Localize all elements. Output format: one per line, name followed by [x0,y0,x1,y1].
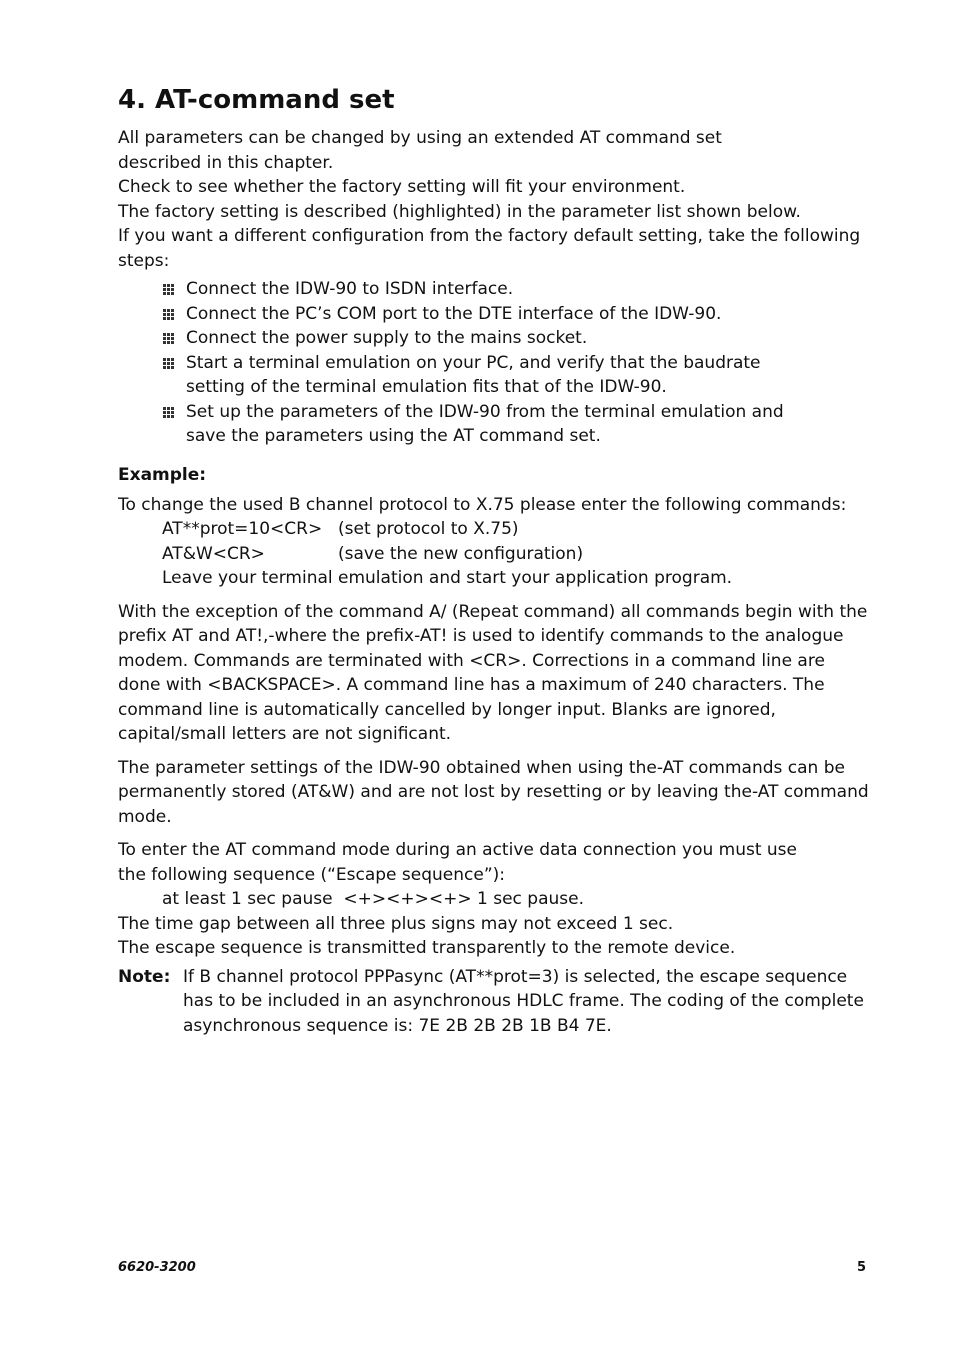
escape-transmit: The escape sequence is transmitted transparently to the remote device. [118,938,736,958]
page-number: 5 [856,1260,866,1275]
step-text: Start a terminal emulation on your PC, and verify that the baudrate setting of the terminal emulation fits that of the IDW-90. [186,352,761,397]
section-heading: 4. AT-command set [118,85,395,115]
example-heading: Example: [118,464,207,485]
note [118,965,870,1039]
list-item [163,326,870,351]
list-item [163,277,870,302]
note-label: Note: [118,966,171,987]
grid-bullet-icon [163,284,174,295]
step-text: Connect the IDW-90 to ISDN interface. [186,279,514,299]
command-text: AT&W<CR> [162,543,265,564]
intro-line: If you want a different configuration from the factory default setting, take the following steps: [118,226,861,271]
grid-bullet-icon [163,407,174,418]
command-line [118,542,870,567]
list-item [163,400,826,449]
escape-lead: To enter the AT command mode during an active data connection you must use [118,840,797,860]
intro-line: Check to see whether the factory setting will fit your environment. [118,177,686,197]
page-footer [118,1260,866,1275]
grid-bullet-icon [163,358,174,369]
command-description: (set protocol to X.75) [338,519,519,539]
example-lead: To change the used B channel protocol to X.75 please enter the following commands: [118,494,847,515]
body-paragraph: The parameter settings of the IDW-90 obtained when using the-AT commands can be permanently stored (AT&W) and are not lost by resetting or by leaving the-AT command mode. [118,757,869,827]
escape-sequence: at least 1 sec pause <+><+><+> 1 sec pause. [162,889,584,909]
intro-line: The factory setting is described (highlighted) in the parameter list shown below. [118,201,801,222]
escape-gap: The time gap between all three plus signs may not exceed 1 sec. [118,913,674,934]
intro-line: All parameters can be changed by using an extended AT command set described in this chapter. [118,128,722,173]
step-text: Connect the PC’s COM port to the DTE interface of the IDW-90. [186,303,722,324]
document-number: 6620-3200 [118,1260,196,1275]
steps-list [118,277,870,449]
grid-bullet-icon [163,333,174,344]
list-item [163,302,870,327]
command-text: AT**prot=10<CR> [162,519,323,539]
page-content [118,84,870,1038]
body-paragraph: With the exception of the command A/ (Repeat command) all commands begin with the prefix AT and AT!,-where the prefix-AT! is used to identify commands to the analogue modem. Commands are terminated with <CR>. Corrections in a command line are done with <BACKSPACE>. A command line has a maximum of 240 characters. The command line is automatically cancelled by longer input. Blanks are ignored, capital/small letters are not significant. [118,601,868,744]
command-line [118,517,870,542]
step-text: Set up the parameters of the IDW-90 from the terminal emulation and save the parameters using the AT command set. [186,401,784,446]
example-after: Leave your terminal emulation and start your application program. [162,568,733,588]
note-text: If B channel protocol PPPasync (AT**prot=3) is selected, the escape sequence has to be included in an asynchronous HDLC frame. The coding of the complete asynchronous sequence is: 7E 2B 2B 2B 1B B4 7E. [183,966,864,1036]
list-item [163,351,806,400]
command-description: (save the new configuration) [338,543,584,564]
grid-bullet-icon [163,309,174,320]
escape-lead: the following sequence (“Escape sequence”): [118,864,505,885]
step-text: Connect the power supply to the mains socket. [186,328,588,348]
